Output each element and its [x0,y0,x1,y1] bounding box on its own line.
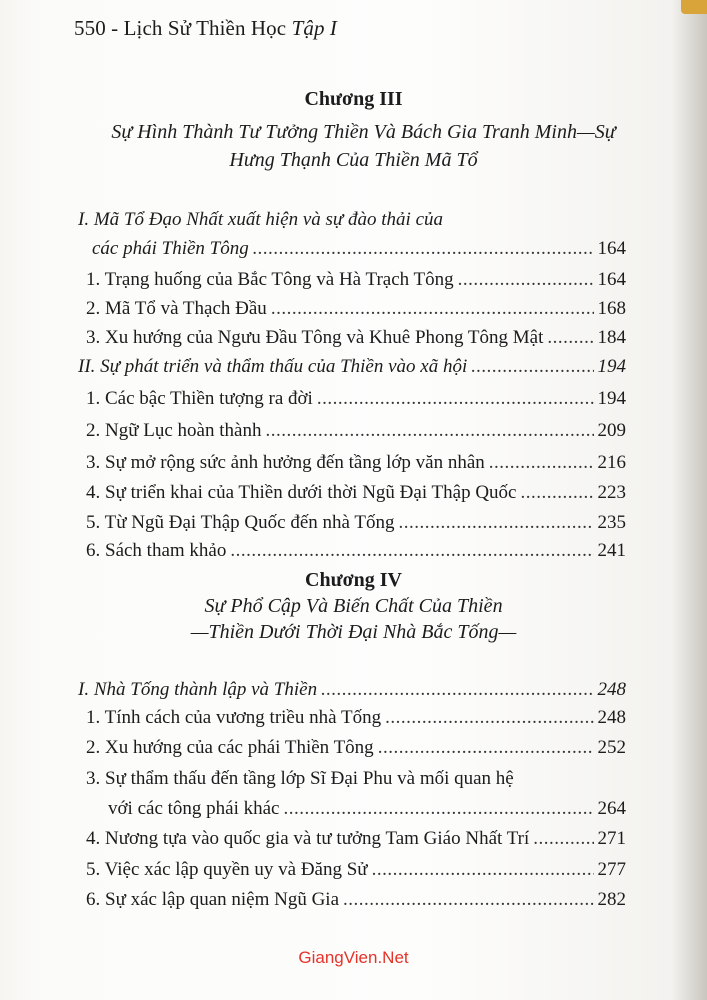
toc-entry-label: 4. Sự triển khai của Thiền dưới thời Ngũ Đại Thập Quốc [86,482,517,503]
chapter-4-subtitle-line2: —Thiền Dưới Thời Đại Nhà Bắc Tống— [190,621,517,643]
chapter-4-title: Chương IV [305,569,402,591]
dot-leader [265,420,593,442]
toc-entry[interactable] [86,298,626,320]
toc-entry[interactable] [86,482,626,504]
dot-leader [547,327,593,349]
toc-entry-page: 248 [597,707,626,728]
toc-entry[interactable] [86,540,626,562]
dot-leader [343,889,593,911]
dot-leader [520,482,593,504]
toc-entry-label: 2. Ngữ Lục hoàn thành [86,420,262,441]
toc-entry[interactable] [108,798,626,820]
dot-leader [378,737,594,759]
running-header [74,16,337,41]
toc-entry[interactable] [86,327,626,349]
toc-entry-page: 271 [597,828,626,849]
dot-leader [533,828,593,850]
toc-section-entry[interactable] [78,356,626,378]
toc-section-entry[interactable] [78,679,626,701]
toc-entry[interactable] [86,859,626,881]
dot-leader [230,540,593,562]
toc-entry-label: các phái Thiền Tông [92,238,249,259]
toc-entry-page: 248 [597,679,626,700]
header-volume: Tập I [291,16,337,40]
toc-entry-label: 1. Trạng huống của Bắc Tông và Hà Trạch Tông [86,269,454,290]
toc-entry-page: 194 [597,356,626,377]
toc-entry[interactable] [86,512,626,534]
toc-entry-label: 4. Nương tựa vào quốc gia và tư tưởng Tam Giáo Nhất Trí [86,828,530,849]
toc-entry-label: I. Nhà Tống thành lập và Thiền [78,679,318,700]
toc-entry-page: 184 [597,327,626,348]
chapter-3-subtitle-line1: Sự Hình Thành Tư Tưởng Thiền Và Bách Gia Tranh Minh—Sự [111,121,616,143]
dot-leader [321,679,593,701]
dot-leader [317,388,594,410]
chapter-3-subtitle-line2: Hưng Thạnh Của Thiền Mã Tổ [229,149,478,171]
toc-entry-page: 164 [597,238,626,259]
toc-entry-page: 216 [597,452,626,473]
toc-entry-page: 223 [597,482,626,503]
toc-entry-label: 2. Xu hướng của các phái Thiền Tông [86,737,374,758]
dot-leader [253,238,594,260]
toc-entry-label: 5. Từ Ngũ Đại Thập Quốc đến nhà Tống [86,512,395,533]
toc-entry-page: 252 [597,737,626,758]
dot-leader [398,512,593,534]
dot-leader [471,356,593,378]
toc-entry[interactable] [86,707,626,729]
dot-leader [271,298,594,320]
toc-section-entry[interactable] [92,238,626,260]
toc-entry-label: II. Sự phát triển và thẩm thấu của Thiền vào xã hội [78,356,468,377]
header-separator: - [105,16,124,40]
dot-leader [458,269,594,291]
toc-entry-page: 164 [597,269,626,290]
toc-entry-label: 2. Mã Tổ và Thạch Đầu [86,298,267,319]
toc-entry-page: 209 [597,420,626,441]
toc-entry-label: 3. Xu hướng của Ngưu Đầu Tông và Khuê Phong Tông Mật [86,327,544,348]
toc-entry-page: 194 [597,388,626,409]
dot-leader [385,707,593,729]
chapter-4-subtitle-line1: Sự Phổ Cập Và Biến Chất Của Thiền [204,595,503,617]
toc-entry-label: 6. Sự xác lập quan niệm Ngũ Gia [86,889,340,910]
toc-section-label-line1: I. Mã Tổ Đạo Nhất xuất hiện và sự đào thải của [78,209,443,230]
toc-entry-label: 5. Việc xác lập quyền uy và Đăng Sử [86,859,368,880]
chapter-3-title: Chương III [304,88,403,110]
toc-entry-label: 1. Các bậc Thiền tượng ra đời [86,388,313,409]
toc-entry[interactable] [86,828,626,850]
toc-entry-page: 241 [597,540,626,561]
toc-entry[interactable] [86,452,626,474]
toc-entry-page: 264 [597,798,626,819]
header-book-title: Lịch Sử Thiền Học [123,16,287,40]
toc-entry-page: 168 [597,298,626,319]
header-page-number: 550 [74,16,106,40]
toc-entry-page: 277 [597,859,626,880]
toc-entry-label: với các tông phái khác [108,798,280,819]
dot-leader [372,859,594,881]
watermark-text: GiangVien.Net [298,948,409,967]
toc-entry-page: 282 [597,889,626,910]
toc-entry-label-line1: 3. Sự thẩm thấu đến tầng lớp Sĩ Đại Phu và mối quan hệ [86,768,514,789]
toc-entry[interactable] [86,737,626,759]
toc-entry-label: 3. Sự mở rộng sức ảnh hưởng đến tầng lớp văn nhân [86,452,485,473]
toc-entry[interactable] [86,420,626,442]
toc-entry[interactable] [86,889,626,911]
toc-entry-label: 6. Sách tham khảo [86,540,227,561]
page-corner-tab [681,0,707,14]
dot-leader [283,798,593,820]
toc-entry[interactable] [86,388,626,410]
toc-entry[interactable] [86,269,626,291]
dot-leader [489,452,594,474]
toc-entry-label: 1. Tính cách của vương triều nhà Tống [86,707,382,728]
toc-entry-page: 235 [597,512,626,533]
